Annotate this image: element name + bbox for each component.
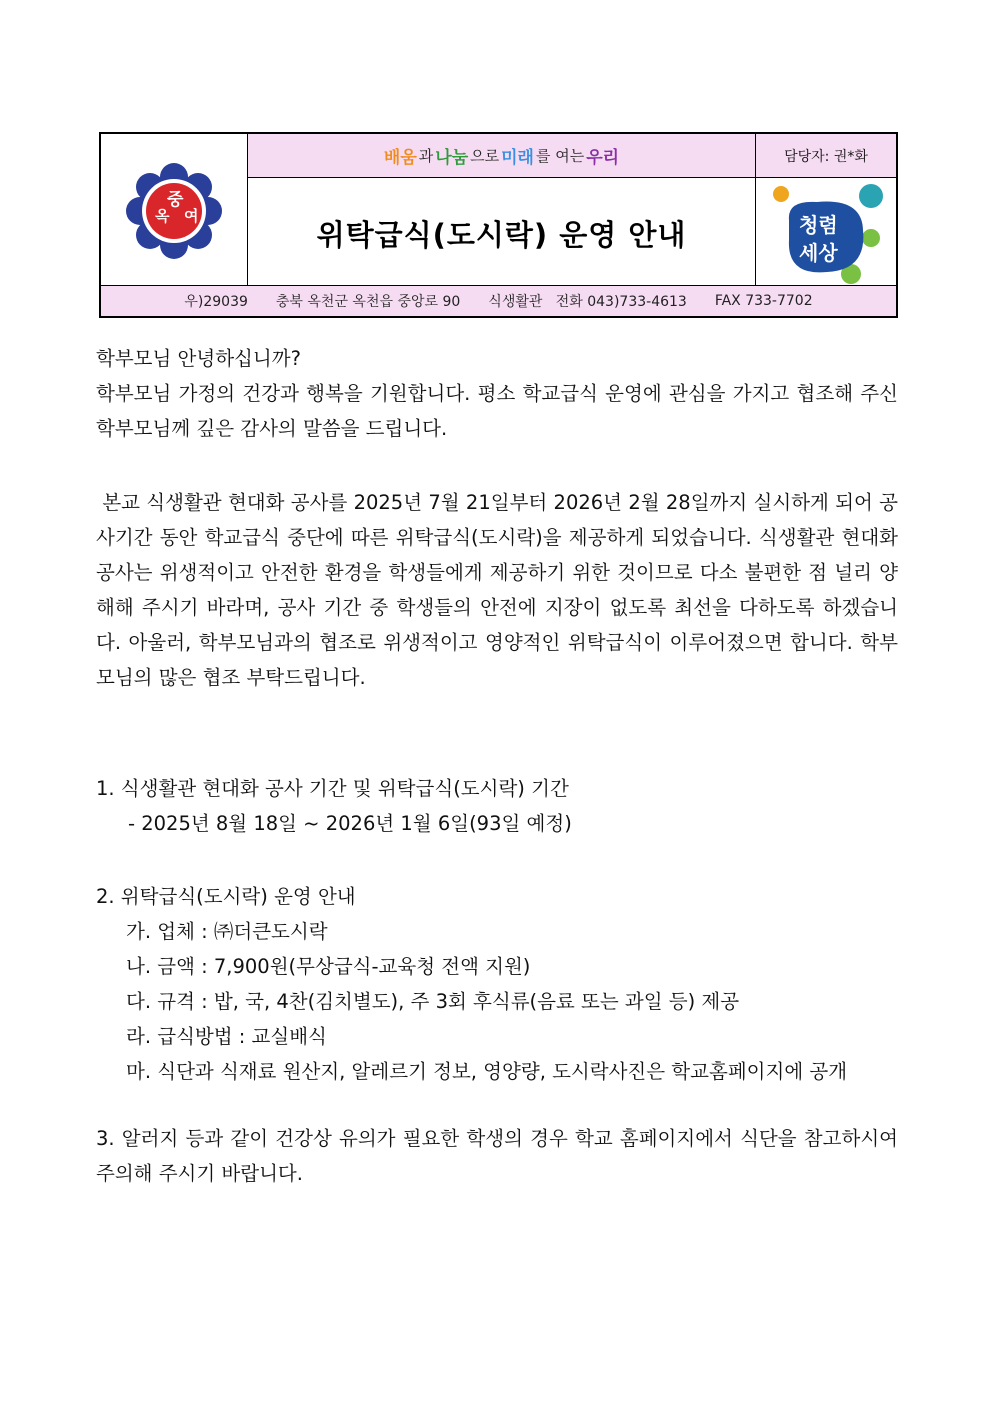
svg-text:여: 여 <box>184 207 199 225</box>
school-address-bar <box>101 285 896 316</box>
slogan-word: 으로 <box>470 147 500 165</box>
integrity-emblem <box>756 178 896 288</box>
section-2 <box>96 879 898 1089</box>
section-2-heading: 2. 위탁급식(도시락) 운영 안내 <box>96 885 356 908</box>
letterhead <box>99 132 898 318</box>
school-seal-icon <box>126 163 222 259</box>
section-2-item: 마. 식단과 식재료 원산지, 알레르기 정보, 영양량, 도시락사진은 학교홈페이지에 공개 <box>126 1060 848 1083</box>
section-3 <box>96 1121 898 1191</box>
section-1-heading: 1. 식생활관 현대화 공사 기간 및 위탁급식(도시락) 기간 <box>96 777 569 800</box>
slogan-word: 배움 <box>383 148 417 168</box>
main-paragraph-block <box>96 485 905 695</box>
school-slogan <box>248 134 755 178</box>
intro-paragraph: 학부모님 가정의 건강과 행복을 기원합니다. 평소 학교급식 운영에 관심을 가지고 협조해 주신 학부모님께 깊은 감사의 말씀을 드립니다. <box>96 382 898 440</box>
section-2-item: 다. 규격 : 밥, 국, 4찬(김치별도), 주 3회 후식류(음료 또는 과일 등) 제공 <box>126 990 740 1013</box>
svg-text:옥: 옥 <box>155 207 170 225</box>
contact-person: 담당자: 권*화 <box>756 134 896 178</box>
school-logo <box>101 134 248 288</box>
slogan-word: 미래 <box>501 148 534 168</box>
section-1-detail: - 2025년 8월 18일 ~ 2026년 1월 6일(93일 예정) <box>128 812 572 835</box>
slogan-word: 를 여는 <box>535 147 585 165</box>
integrity-logo-icon <box>767 180 885 286</box>
section-3-paragraph: 3. 알러지 등과 같이 건강상 유의가 필요한 학생의 경우 학교 홈페이지에서 식단을 참고하시여 주의해 주시기 바랍니다. <box>96 1127 898 1185</box>
main-paragraph: 본교 식생활관 현대화 공사를 2025년 7월 21일부터 2026년 2월 28일까지 실시하게 되어 공사기간 동안 학교급식 중단에 따른 위탁급식(도시락)을 제공하게 되었습니다. 식생활관 현대화 공사는 위생적이고 안전한 환경을 학생들에게 제공하기 위한 것이므로 다소 불편한 점 널리 양해해 주시기 바라며, 공사 기간 중 학생들의 안전에 지장이 없도록 최선을 다하도록 하겠습니다. 아울러, 학부모님과의 협조로 위생적이고 영양적인 위탁급식이 이루어졌으면 합니다. 학부모님의 많은 협조 부탁드립니다. <box>96 491 905 689</box>
section-2-item: 나. 금액 : 7,900원(무상급식-교육청 전액 지원) <box>126 955 531 978</box>
section-1 <box>96 771 898 841</box>
document-title: 위탁급식(도시락) 운영 안내 <box>316 217 687 252</box>
street-address: 충북 옥천군 옥천읍 중앙로 90 <box>275 294 461 310</box>
slogan-word: 나눔 <box>435 148 469 168</box>
fax-number: FAX 733-7702 <box>714 293 813 309</box>
svg-text:청렴: 청렴 <box>799 213 838 237</box>
section-2-item: 가. 업체 : ㈜더큰도시락 <box>126 920 328 943</box>
svg-text:세상: 세상 <box>799 241 838 265</box>
section-2-item: 라. 급식방법 : 교실배식 <box>126 1025 327 1048</box>
greeting: 학부모님 안녕하십니까? <box>96 347 301 370</box>
svg-text:중: 중 <box>167 190 184 210</box>
greeting-block <box>96 341 898 446</box>
slogan-word: 우리 <box>586 148 620 168</box>
slogan-word: 과 <box>418 147 434 165</box>
phone-number: 식생활관 전화 043)733-4613 <box>488 294 687 310</box>
postal-code: 우)29039 <box>184 294 248 310</box>
